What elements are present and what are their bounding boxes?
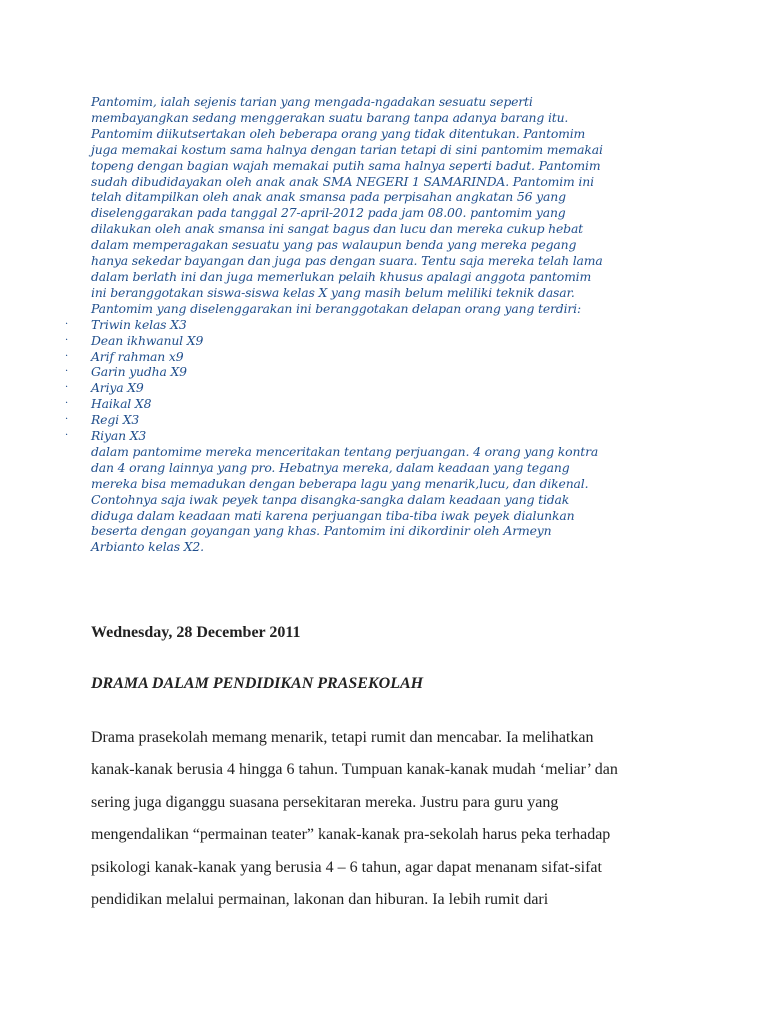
bullet-icon: · [65,366,69,378]
intro-line: dilakukan oleh anak smansa ini sangat bagus dan lucu dan mereka cukup hebat [91,221,584,237]
post-title: DRAMA DALAM PENDIDIKAN PRASEKOLAH [91,675,424,692]
pantomim-article [65,94,681,555]
bullet-icon: · [65,334,69,346]
list-item [65,316,681,333]
intro-line: juga memakai kostum sama halnya dengan tarian tetapi di sini pantomim memakai [91,141,603,157]
bullet-icon: · [65,398,69,410]
member-name: Ariya X9 [91,380,144,396]
intro-line: Pantomim, ialah sejenis tarian yang mengada-ngadakan sesuatu seperti [91,94,533,109]
intro-line: Pantomim yang diselenggarakan ini beranggotakan delapan orang yang terdiri: [91,300,582,316]
bullet-icon: · [65,430,69,442]
bullet-icon: · [65,382,69,394]
closing-line: mereka bisa memadukan dengan beberapa lagu yang menarik,lucu, dan dikenal. [91,475,589,491]
list-item [65,380,681,396]
intro-line: sudah dibudidayakan oleh anak anak SMA NEGERI 1 SAMARINDA. Pantomim ini [91,173,594,189]
member-name: Garin yudha X9 [91,364,187,380]
intro-line: topeng dengan bagian wajah memakai putih sama halnya seperti badut. Pantomim [91,157,601,173]
bullet-icon: · [65,350,69,362]
intro-line: membayangkan sedang menggerakan suatu barang tanpa adanya barang itu. [91,109,569,125]
article-intro [91,94,681,317]
member-name: Haikal X8 [91,396,152,412]
list-item [65,396,681,412]
intro-line: diselenggarakan pada tanggal 27-april-2012 pada jam 08.00. pantomim yang [91,205,566,221]
body-line: psikologi kanak-kanak yang berusia 4 – 6 tahun, agar dapat menanam sifat-sifat [91,858,602,876]
body-line: mengendalikan “permainan teater” kanak-kanak pra-sekolah harus peka terhadap [91,826,611,844]
member-name: Arif rahman x9 [91,348,184,364]
intro-line: telah ditampilkan oleh anak anak smansa pada perpisahan angkatan 56 yang [91,189,566,205]
list-item [65,412,681,428]
intro-line: hanya sekedar bayangan dan juga pas dengan suara. Tentu saja mereka telah lama [91,253,603,269]
body-line: sering juga diganggu suasana persekitaran mereka. Justru para guru yang [91,793,559,811]
intro-line: ini beranggotakan siswa-siswa kelas X yang masih belum meliliki teknik dasar. [91,284,575,300]
list-item [65,428,681,444]
intro-line: Pantomim diikutsertakan oleh beberapa orang yang tidak ditentukan. Pantomim [91,125,586,141]
bullet-icon: · [65,318,69,330]
article-closing [91,444,681,555]
closing-line: dalam pantomime mereka menceritakan tentang perjuangan. 4 orang yang kontra [91,443,599,459]
body-line: pendidikan melalui permainan, lakonan dan hiburan. Ia lebih rumit dari [91,891,549,909]
list-item [65,348,681,365]
post-date: Wednesday, 28 December 2011 [91,624,301,641]
closing-line: dan 4 orang lainnya yang pro. Hebatnya mereka, dalam keadaan yang tegang [91,459,570,475]
closing-line: Contohnya saja iwak peyek tanpa disangka-sangka dalam keadaan yang tidak [91,491,570,507]
member-name: Triwin kelas X3 [91,316,187,332]
intro-line: dalam berlath ini dan juga memerlukan pelaih khusus apalagi anggota pantomim [91,268,592,284]
member-name: Riyan X3 [91,428,147,444]
closing-line: beserta dengan goyangan yang khas. Pantomim ini dikordinir oleh Armeyn [91,523,552,539]
list-item [65,332,681,349]
closing-line: Arbianto kelas X2. [91,539,204,555]
list-item [65,364,681,380]
member-name: Regi X3 [91,412,140,428]
intro-line: dalam memperagakan sesuatu yang pas walaupun benda yang mereka pegang [91,237,577,253]
member-name: Dean ikhwanul X9 [91,332,204,348]
closing-line: diduga dalam keadaan mati karena perjuangan tiba-tiba iwak peyek dialunkan [91,507,575,523]
body-line: kanak-kanak berusia 4 hingga 6 tahun. Tumpuan kanak-kanak mudah ‘meliar’ dan [91,761,618,779]
post-body [91,722,681,916]
member-list [65,316,681,444]
bullet-icon: · [65,414,69,426]
body-line: Drama prasekolah memang menarik, tetapi rumit dan mencabar. Ia melihatkan [91,729,594,746]
